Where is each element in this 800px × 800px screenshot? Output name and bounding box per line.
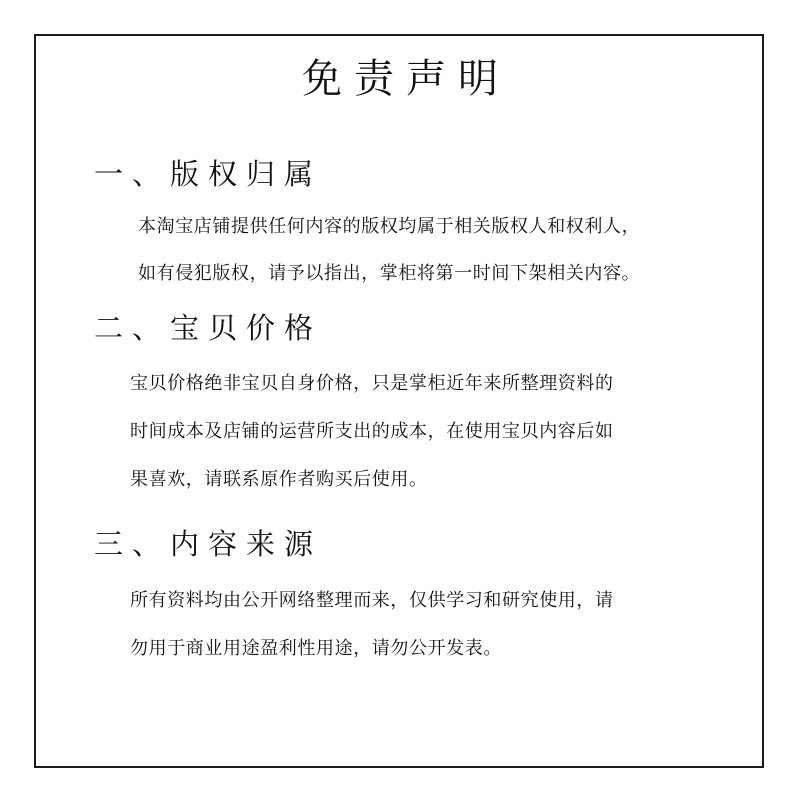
section-heading-source: 三、内容来源 — [94, 527, 323, 561]
section-heading-price: 二、宝贝价格 — [94, 311, 323, 345]
section-line: 如有侵犯版权，请予以指出，掌柜将第一时间下架相关内容。 — [138, 263, 641, 284]
section-heading-copyright: 一、版权归属 — [94, 157, 323, 191]
section-line: 时间成本及店铺的运营所支出的成本，在使用宝贝内容后如 — [130, 421, 614, 442]
page-title: 免责声明 — [302, 56, 510, 102]
section-line: 果喜欢，请联系原作者购买后使用。 — [130, 469, 428, 490]
section-line: 勿用于商业用途盈利性用途，请勿公开发表。 — [130, 638, 502, 659]
section-line: 所有资料均由公开网络整理而来，仅供学习和研究使用，请 — [130, 590, 614, 611]
section-line: 宝贝价格绝非宝贝自身价格，只是掌柜近年来所整理资料的 — [130, 373, 614, 394]
section-line: 本淘宝店铺提供任何内容的版权均属于相关版权人和权利人， — [138, 216, 641, 237]
